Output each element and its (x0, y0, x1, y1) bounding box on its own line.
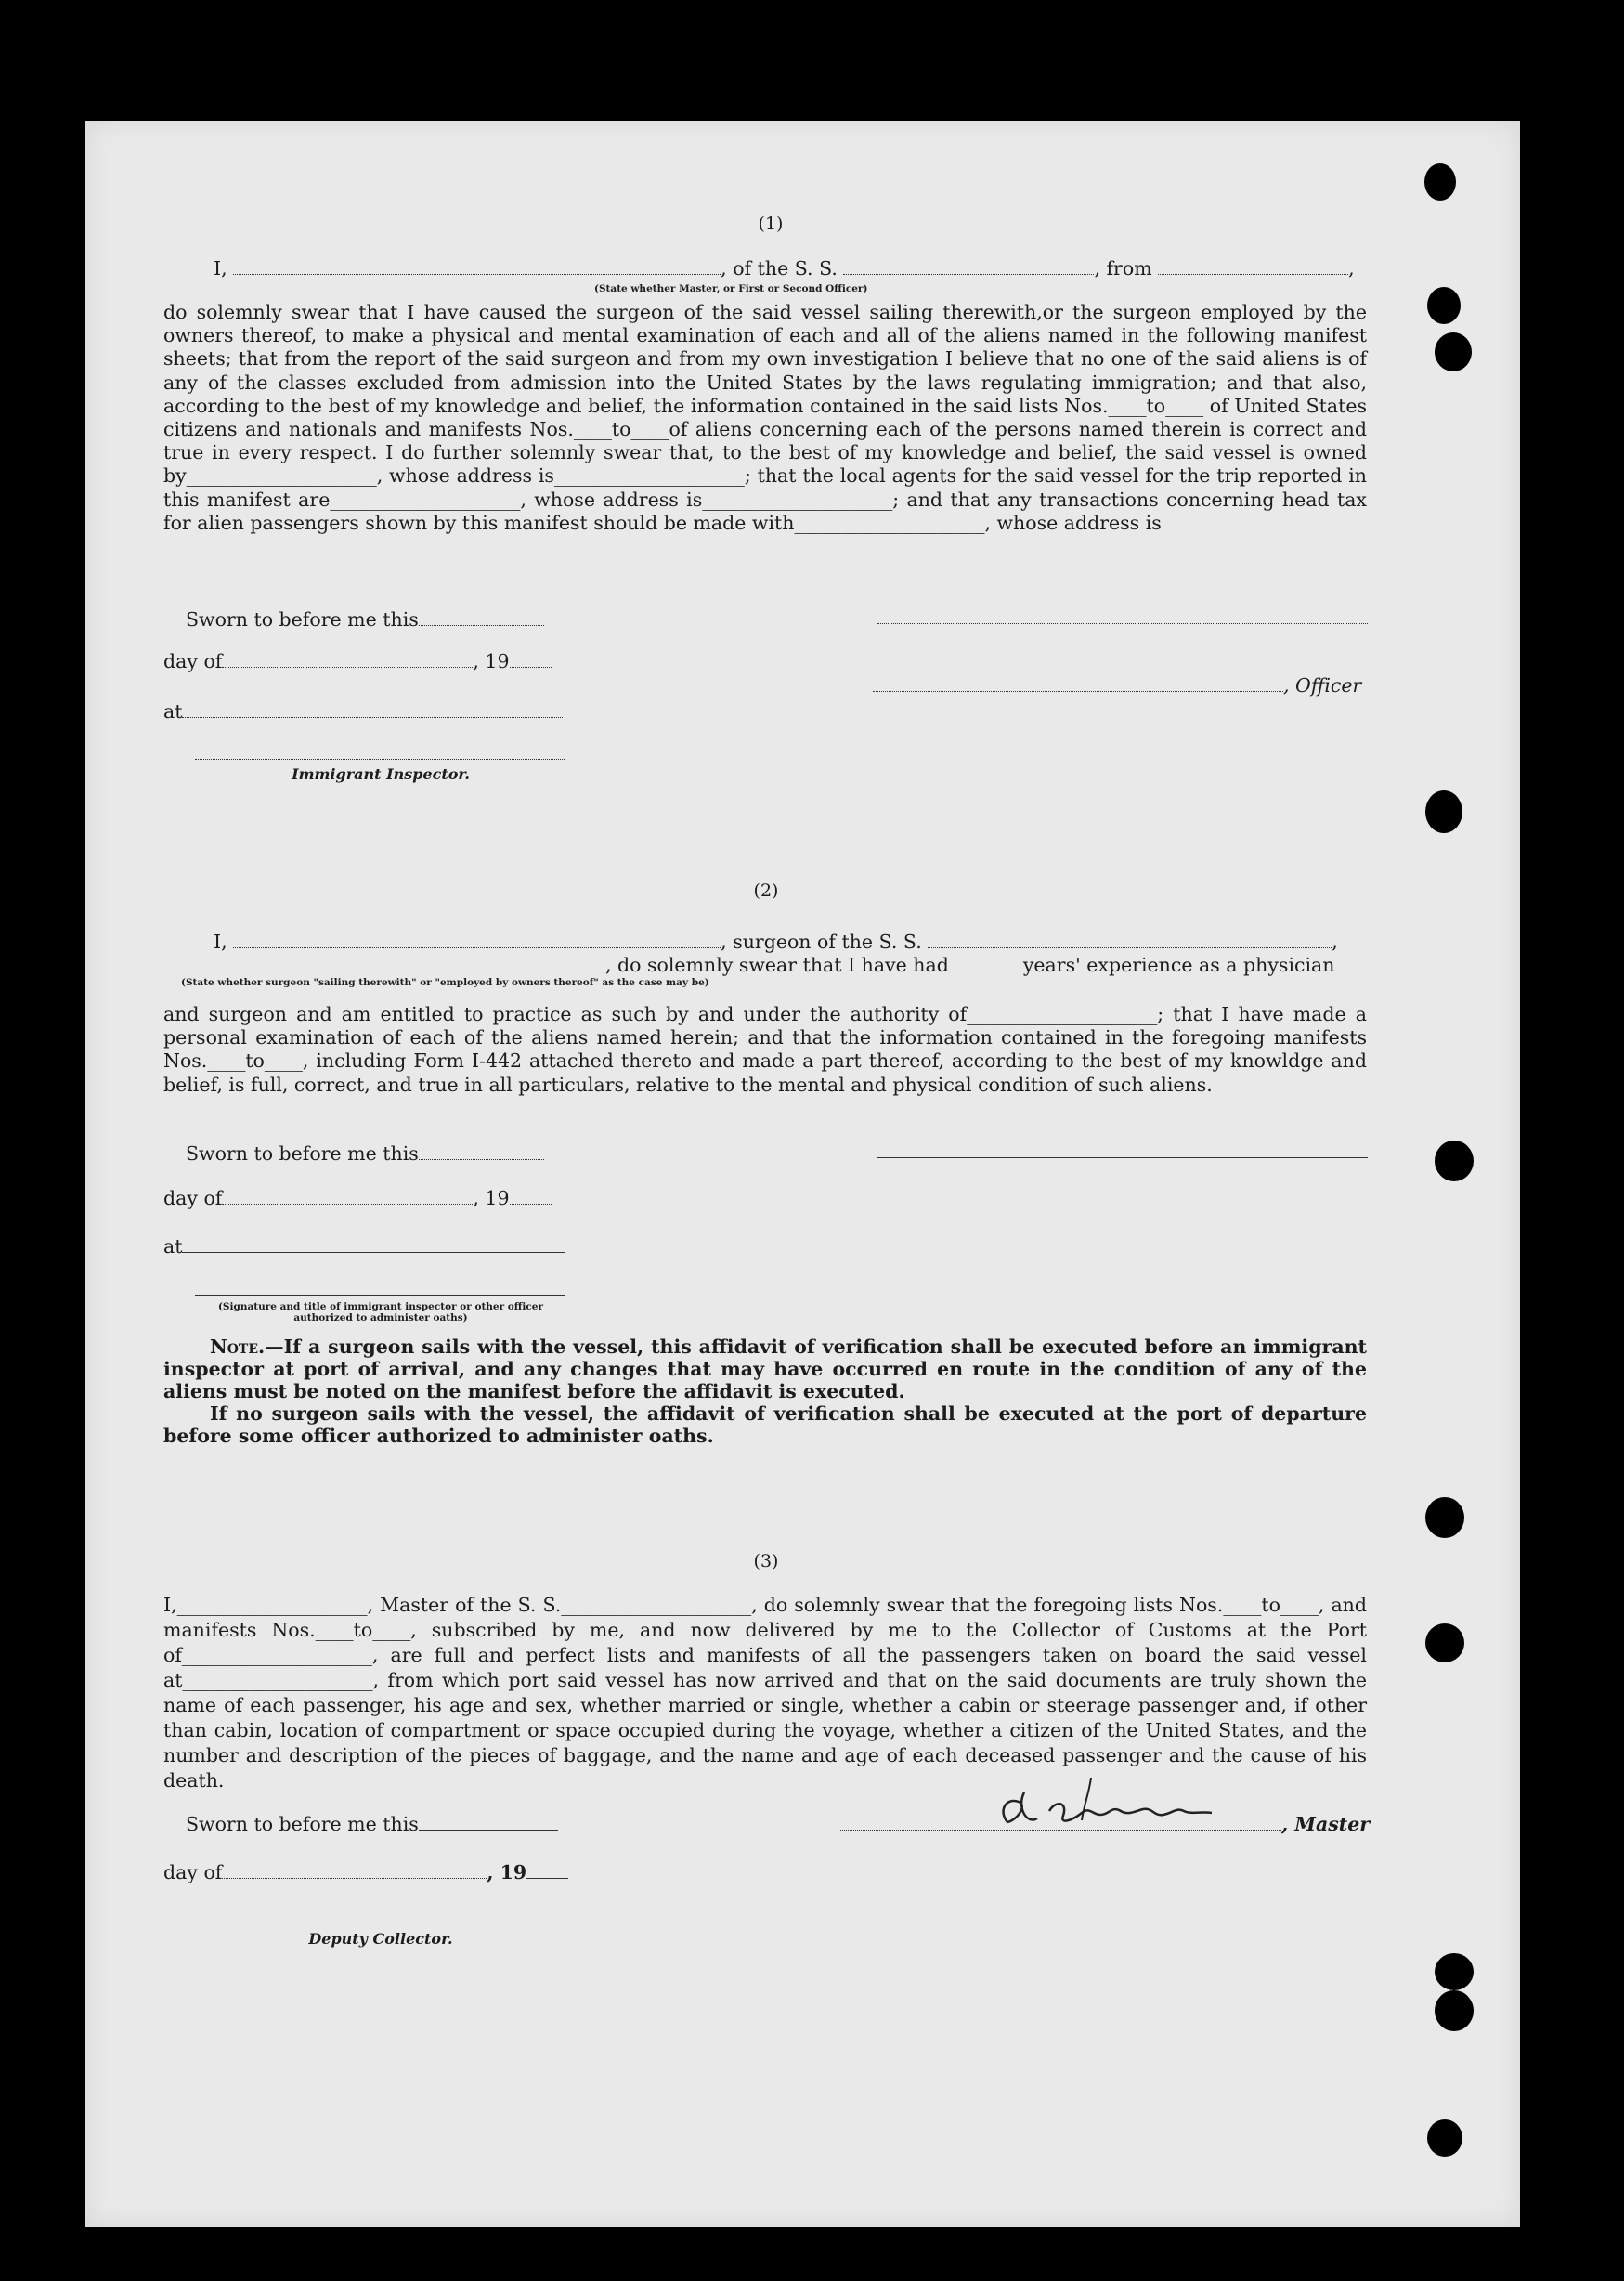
sworn-date-field[interactable] (419, 610, 544, 626)
surgeon-signature-line (877, 1157, 1368, 1158)
ship-name-field-2[interactable] (928, 932, 1332, 948)
section-2-sworn: Sworn to before me this (186, 1142, 544, 1165)
binder-hole (1425, 1497, 1464, 1538)
no-surgeon-note: If no surgeon sails with the vessel, the affidavit of verification shall be executed at the port of departure before some officer authorized to administer oaths. (163, 1402, 1367, 1447)
state-note: (State whether Master, or First or Second Officer) (594, 283, 868, 294)
surgeon-name-field[interactable] (233, 932, 721, 948)
inspector-line (195, 759, 565, 760)
inspector-line-2 (195, 1295, 565, 1296)
from-field[interactable] (1158, 259, 1348, 275)
year-field[interactable] (510, 652, 552, 668)
day-field-3[interactable] (222, 1863, 487, 1879)
officer-field[interactable] (873, 676, 1283, 692)
day-field[interactable] (222, 652, 473, 668)
binder-hole (1425, 790, 1462, 833)
binder-hole (1427, 2119, 1462, 2157)
binder-hole (1425, 1623, 1464, 1662)
at-field[interactable] (182, 702, 563, 718)
officer-signature: , Officer (873, 674, 1361, 697)
sworn-date-field-3[interactable] (419, 1815, 558, 1831)
collector-caption: Deputy Collector. (308, 1930, 453, 1948)
section-2-line1: I, , surgeon of the S. S. , (214, 931, 1338, 953)
section-1-at: at (163, 700, 563, 723)
surgeon-state-note: (State whether surgeon "sailing therewith" or "employed by owners thereof" as the case may be) (181, 977, 709, 988)
years-field[interactable] (949, 956, 1023, 971)
ship-name-field[interactable] (843, 259, 1094, 275)
section-1-line1: I, , of the S. S. , from , (214, 257, 1355, 280)
inspector-caption: Immigrant Inspector. (292, 765, 470, 783)
year-field-2[interactable] (510, 1189, 552, 1205)
section-3-sworn: Sworn to before me this (186, 1813, 558, 1835)
binder-hole (1427, 287, 1461, 324)
sworn-date-field-2[interactable] (419, 1144, 544, 1160)
signature-line (877, 623, 1368, 624)
section-2-number: (2) (753, 880, 779, 901)
section-1-number: (1) (758, 214, 784, 234)
section-2-day: day of , 19 (163, 1187, 552, 1209)
surgeon-note: Note.—If a surgeon sails with the vessel, this affidavit of verification shall be executed before an immigrant inspector at port of arrival, and any changes that may have occurred en route in the condition of any of the aliens must be noted on the manifest before the affidavit is executed. (163, 1336, 1367, 1402)
section-3-number: (3) (753, 1551, 779, 1571)
section-2-line2: , do solemnly swear that I have had years' experience as a physician (197, 954, 1334, 976)
section-1-body: do solemnly swear that I have caused the surgeon of the said vessel sailing therewith,or the surgeon employed by the owners thereof, to make a physical and mental examination of each and all of the aliens named in the following manifest sheets; that from the report of the said surgeon and from my own investigation I believe that no one of the said aliens is of any of the classes excluded from admission into the United States by the laws regulating immigration; and that also, according to the best of my knowledge and belief, the information contained in the said lists Nos.____to____ of United States citizens and nationals and manifests Nos.____to____of aliens concerning each of the persons named therein is correct and true in every respect. I do further solemnly swear that, to the best of my knowledge and belief, the said vessel is owned by____________________, whose address is____________________; that the local agents for the said vessel for the trip reported in this manifest are____________________, whose address is____________________; and that any transactions concerning head tax for alien passengers shown by this manifest should be made with____________________, whose address is (163, 301, 1367, 534)
at-field-2[interactable] (182, 1237, 565, 1253)
section-2-at: at (163, 1235, 565, 1258)
section-3-body: I,____________________, Master of the S. S.____________________, do solemnly swear that the foregoing lists Nos.____to____, and manifests Nos.____to____, subscribed by me, and now delivered by me to the Collector of Customs at the Port of____________________, are full and perfect lists and manifests of all the passengers taken on board the said vessel at____________________, from which port said vessel has now arrived and that on the said documents are truly shown the name of each passenger, his age and sex, whether married or single, whether a cabin or steerage passenger and, if other than cabin, location of compartment or space occupied during the voyage, whether a citizen of the United States, and the number and description of the pieces of baggage, and the name and age of each deceased passenger and the cause of his death. (163, 1594, 1367, 1792)
year-field-3[interactable] (526, 1863, 568, 1879)
binder-hole (1424, 163, 1456, 201)
section-3-day: day of , 19 (163, 1861, 568, 1883)
name-field[interactable] (233, 259, 721, 275)
binder-hole (1435, 332, 1472, 371)
handwritten-signature (980, 1774, 1249, 1839)
master-signature: , Master (840, 1813, 1370, 1835)
binder-hole (1435, 1953, 1474, 1990)
binder-hole (1435, 1990, 1474, 2031)
section-2-body: and surgeon and am entitled to practice as such by and under the authority of____________________; that I have made a personal examination of each of the aliens named herein; and that the information contained in the foregoing manifests Nos.____to____, including Form I-442 attached thereto and made a part thereof, according to the best of my knowldge and belief, is full, correct, and true in all particulars, relative to the mental and physical condition of such aliens. (163, 1003, 1367, 1096)
section-1-sworn: Sworn to before me this (186, 608, 544, 631)
surgeon-status-field[interactable] (197, 956, 605, 971)
day-field-2[interactable] (222, 1189, 473, 1205)
signature-caption: (Signature and title of immigrant inspector or other officer authorized to administer oaths) (217, 1301, 544, 1323)
section-1-day: day of , 19 (163, 650, 552, 672)
binder-hole (1435, 1140, 1474, 1181)
